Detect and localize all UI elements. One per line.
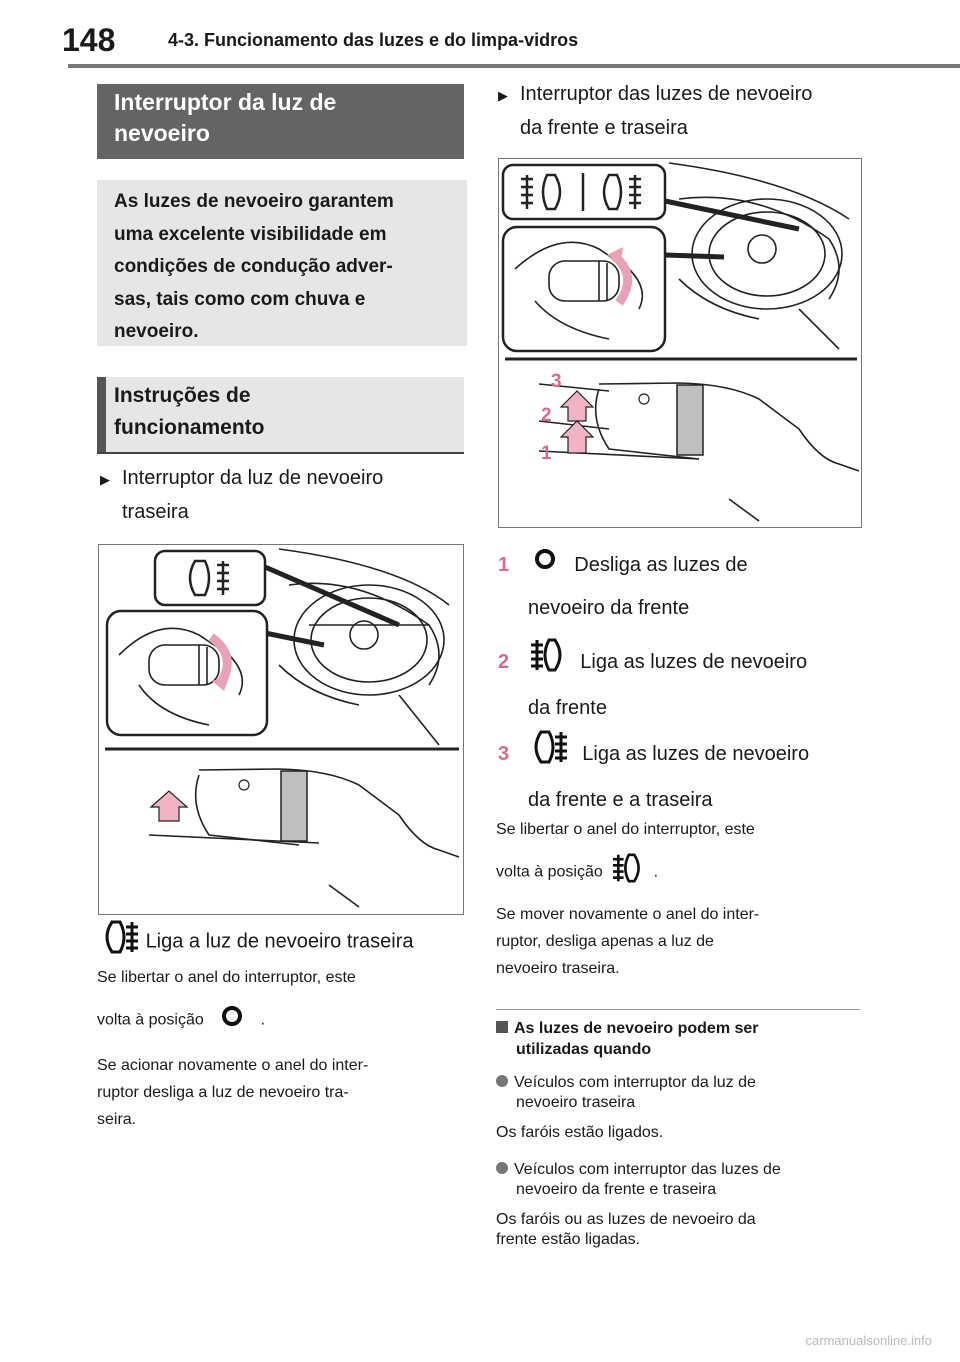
intro-box [97,180,467,346]
step-1: 1 Desliga as luzes de nevoeiro da frente [498,544,748,629]
figure-label-2: 2 [541,405,552,426]
intro-line: sas, tais como com chuva e [114,288,366,310]
round-bullet-icon [496,1075,508,1087]
section-title: 4-3. Funcionamento das luzes e do limpa-vidros [168,30,579,50]
heading-line-2: funcionamento [114,416,265,439]
rear-fog-light-icon [100,920,140,964]
rear-switch-subheading: ▶ Interruptor da luz de nevoeiro traseira [100,462,383,528]
watermark: carmanualsonline.info [805,1333,932,1348]
front-rear-fog-switch-drawing [499,159,861,527]
step-3: 3 Liga as luzes de nevoeiro da frente e a traseira [498,730,809,821]
off-position-icon [531,545,559,587]
note-rear-fog: Veículos com interruptor da luz de nevoeiro traseira Os faróis estão ligados. [496,1074,756,1141]
figure-label-1: 1 [541,443,552,464]
left-release-paragraph: Se libertar o anel do interruptor, este volta à posição . [97,964,356,1038]
header-divider [68,64,960,68]
intro-line: As luzes de nevoeiro garantem [114,191,394,212]
left-again-paragraph: Se acionar novamente o anel do inter- ruptor desliga a luz de nevoeiro tra- seira. [97,1057,369,1128]
step-number: 3 [498,742,510,765]
round-bullet-icon [496,1162,508,1174]
heading-line-2: nevoeiro [114,120,210,146]
rear-fog-light-icon [529,730,569,779]
instructions-heading [97,377,464,452]
rear-fog-caption: Liga a luz de nevoeiro traseira [100,920,414,964]
rear-fog-switch-drawing [99,545,463,914]
off-position-icon [218,1003,246,1038]
intro-line: condições de condução adver- [114,256,393,277]
instructions-underline [97,452,464,454]
front-fog-light-icon [611,853,645,892]
notes-divider [496,1009,860,1010]
figure-label-3: 3 [551,371,562,392]
heading-line-1: Interruptor da luz de [114,89,337,115]
fog-light-switch-heading [97,84,464,159]
right-release-paragraph: Se libertar o anel do interruptor, este volta à posição . [496,816,755,892]
notes-heading: As luzes de nevoeiro podem ser utilizadas quando [496,1018,759,1060]
square-bullet-icon [496,1021,508,1033]
page-number: 148 [62,22,116,58]
heading-line-1: Instruções de [114,384,251,407]
step-number: 2 [498,650,510,673]
front-rear-fog-switch-illustration [498,158,862,528]
right-again-paragraph: Se mover novamente o anel do inter- ruptor, desliga apenas a luz de nevoeiro traseira. [496,906,760,977]
front-fog-light-icon [529,638,567,687]
note-front-rear-fog: Veículos com interruptor das luzes de nevoeiro da frente e traseira Os faróis ou as luzes de nevoeiro da frente estão ligadas. [496,1161,781,1248]
intro-line: uma excelente visibilidade em [114,223,387,245]
step-2: 2 Liga as luzes de nevoeiro da frente [498,638,807,729]
triangle-bullet-icon: ▶ [498,88,508,103]
front-rear-switch-subheading: ▶ Interruptor das luzes de nevoeiro da frente e traseira [498,78,812,144]
rear-fog-switch-illustration [98,544,464,915]
triangle-bullet-icon: ▶ [100,472,110,487]
intro-line: nevoeiro. [114,321,199,342]
step-number: 1 [498,554,510,576]
